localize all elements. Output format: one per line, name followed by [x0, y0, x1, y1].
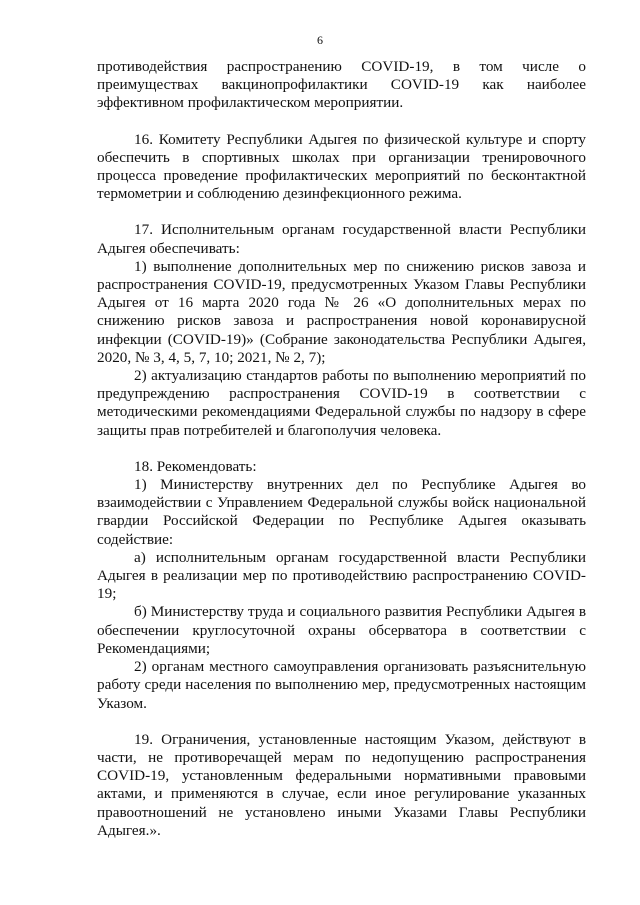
paragraph-continuation: противодействия распространению COVID-19, в том числе о преимуществах вакцинопрофилактики COVID-19 как наиболее эффективном профилактическом мероприятии.	[97, 58, 586, 112]
paragraph-item-18-1-b: б) Министерству труда и социального развития Республики Адыгея в обеспечении круглосуточной охраны обсерватора в соответствии с Рекомендациями;	[97, 603, 586, 657]
paragraph-item-18: 18. Рекомендовать:	[134, 457, 257, 475]
paragraph-item-19: 19. Ограничения, установленные настоящим Указом, действуют в части, не противоречащей мерам по недопущению распространения COVID-19, установленным федеральными нормативными правовыми актами, и применяются в случае, если иное регулирование указанных правоотношений не установлено иными Указами Главы Республики Адыгея.».	[97, 730, 586, 839]
paragraph-item-18-2: 2) органам местного самоуправления организовать разъяснительную работу среди населения по выполнению мер, предусмотренных настоящим Указом.	[97, 658, 586, 712]
paragraph-item-17-2: 2) актуализацию стандартов работы по выполнению мероприятий по предупреждению распространения COVID-19 в соответствии с методическими рекомендациями Федеральной службы по надзору в сфере защиты прав потребителей и благополучия человека.	[97, 367, 586, 439]
paragraph-item-18-1: 1) Министерству внутренних дел по Республике Адыгея во взаимодействии с Управлением Федеральной службы войск национальной гвардии Российской Федерации по Республике Адыгея оказывать содействие:	[97, 476, 586, 548]
paragraph-item-17: 17. Исполнительным органам государственной власти Республики Адыгея обеспечивать:	[97, 221, 586, 257]
page-number: 6	[317, 33, 323, 47]
paragraph-item-18-1-a: а) исполнительным органам государственной власти Республики Адыгея в реализации мер по противодействию распространению COVID-19;	[97, 548, 586, 603]
document-body	[97, 58, 586, 840]
paragraph-item-16: 16. Комитету Республики Адыгея по физической культуре и спорту обеспечить в спортивных школах при организации тренировочного процесса проведение профилактических мероприятий по бесконтактной термометрии и соблюдению дезинфекционного режима.	[97, 130, 586, 203]
paragraph-item-17-1: 1) выполнение дополнительных мер по снижению рисков завоза и распространения COVID-19, предусмотренных Указом Главы Республики Адыгея от 16 марта 2020 года № 26 «О дополнительных мерах по снижению рисков завоза и распространения новой коронавирусной инфекции (COVID-19)» (Собрание законодательства Республики Адыгея, 2020, № 3, 4, 5, 7, 10; 2021, № 2, 7);	[97, 257, 586, 366]
